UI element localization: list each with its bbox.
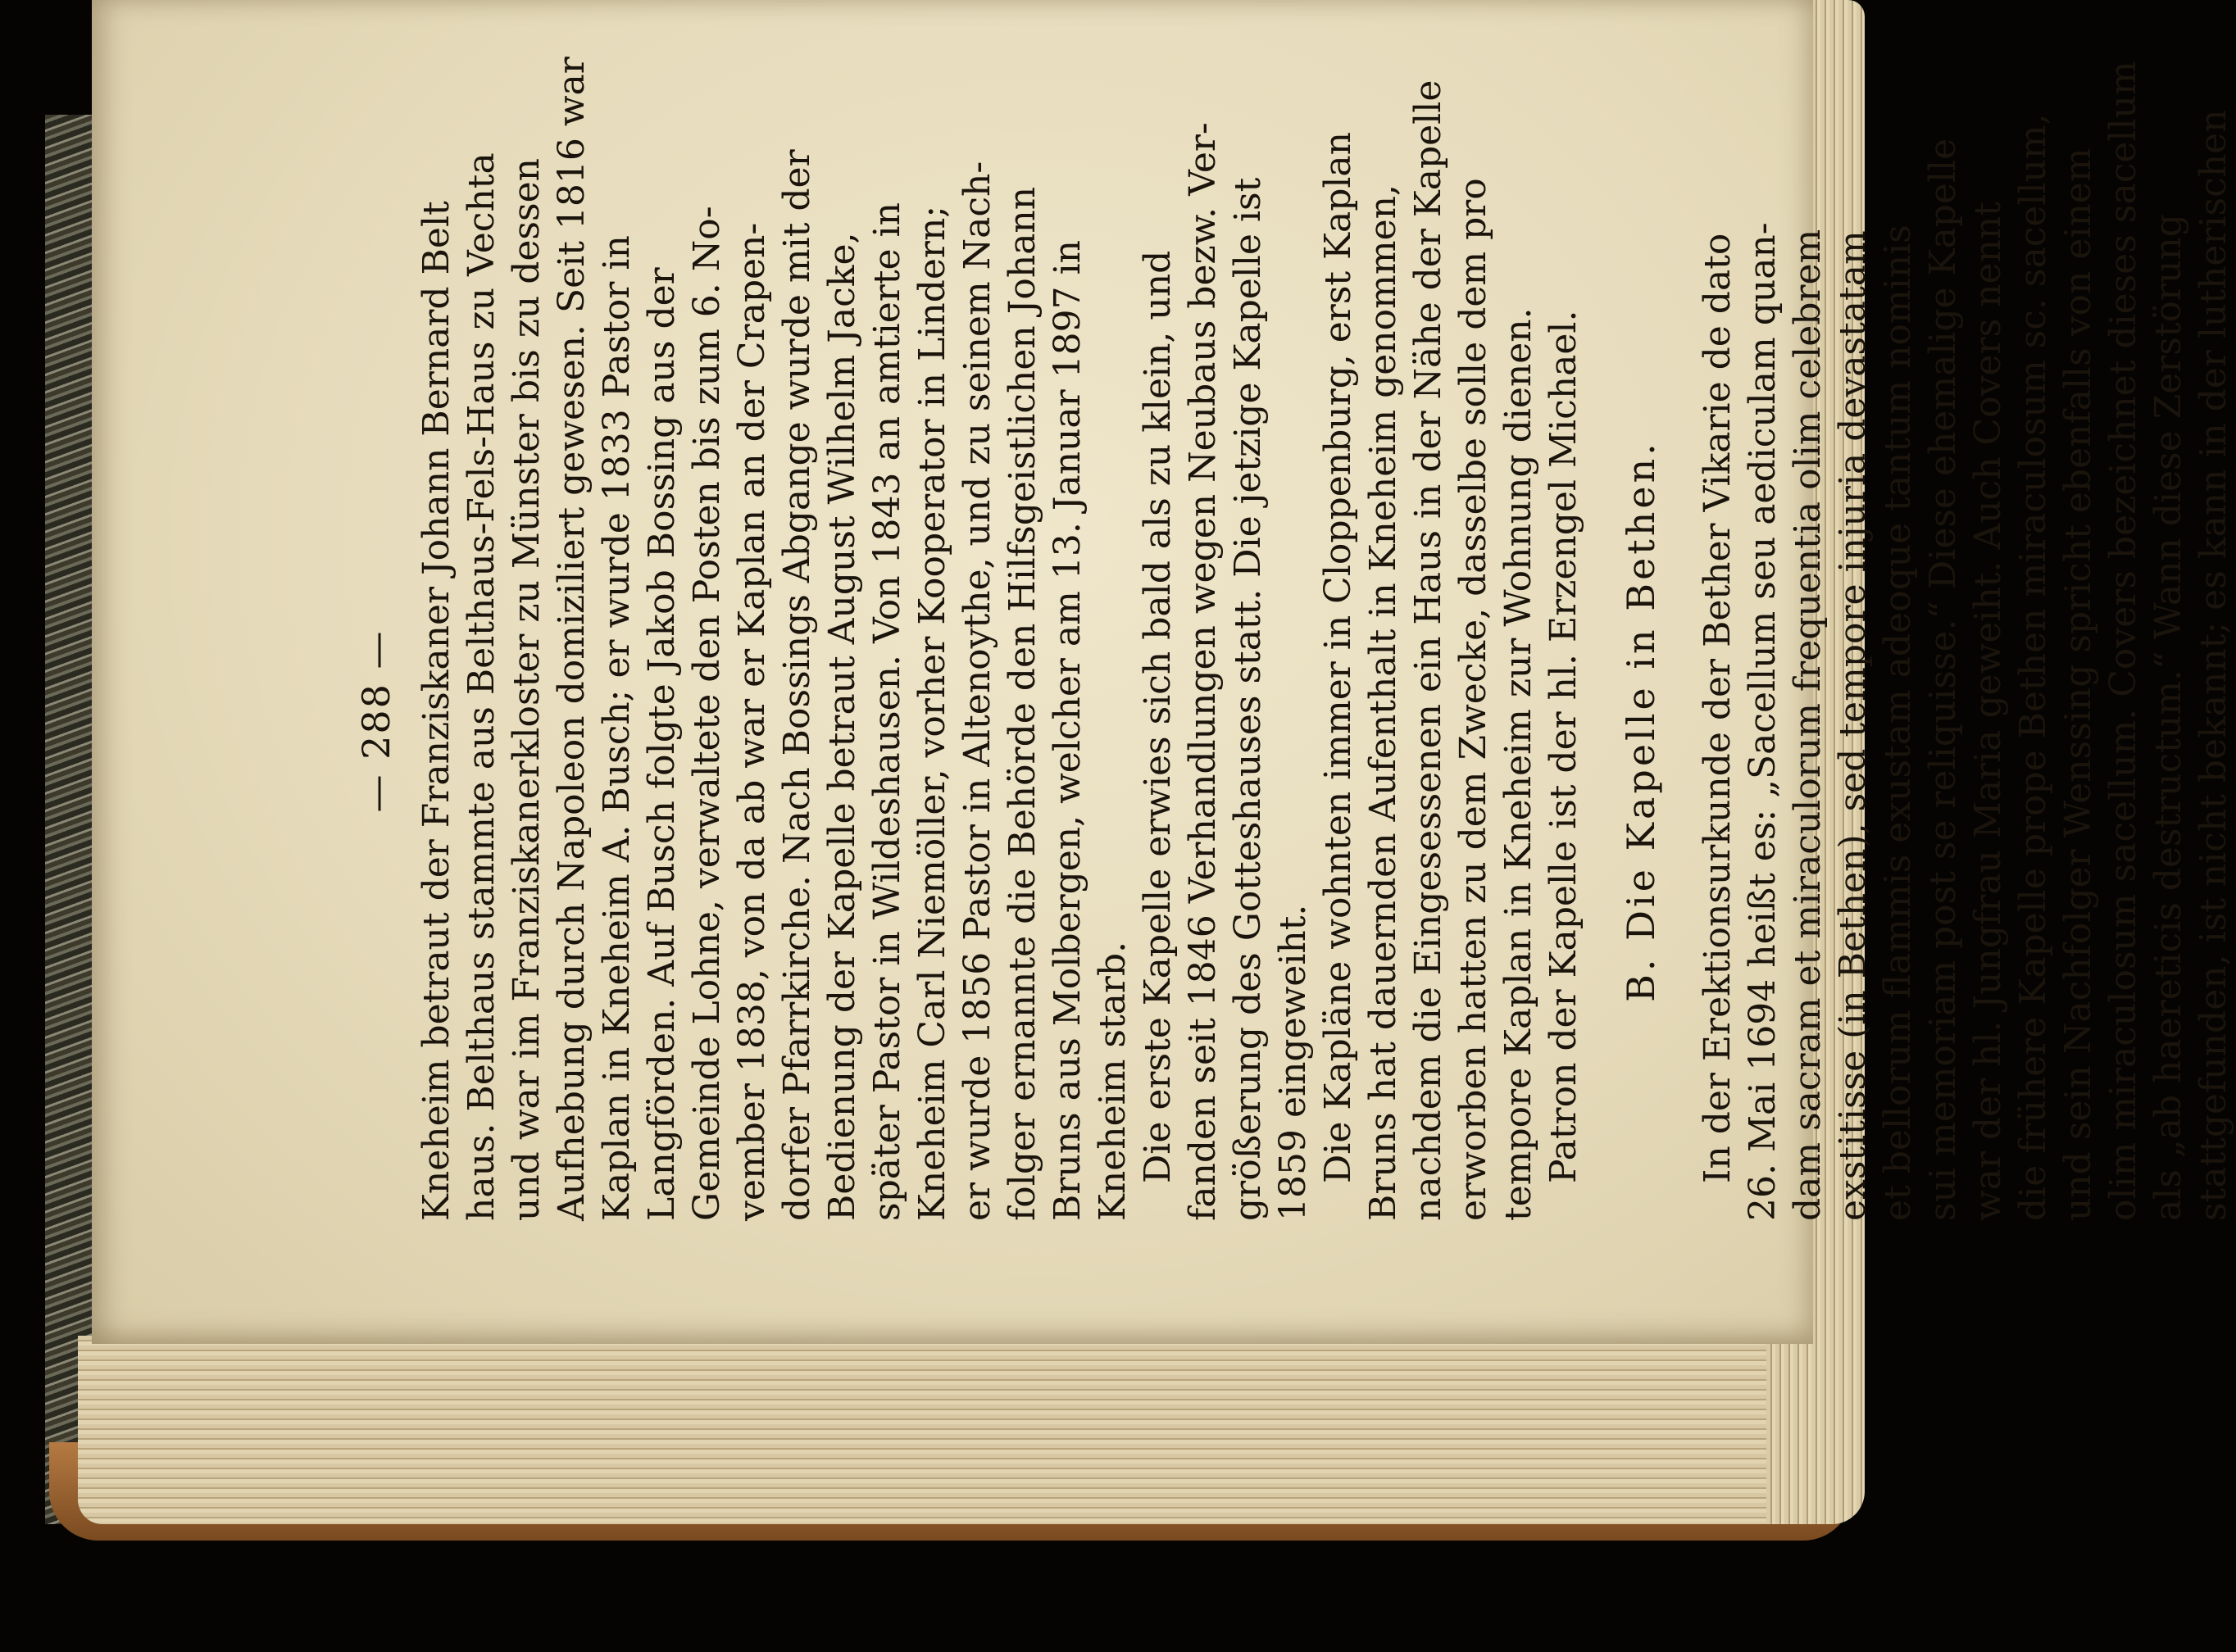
text-line: vember 1838, von da ab war er Kaplan an der Crapen- bbox=[731, 222, 773, 1221]
text-line: er wurde 1856 Pastor in Altenoythe, und zu seinem Nach- bbox=[957, 161, 998, 1221]
text-line: 1859 eingeweiht. bbox=[1272, 904, 1314, 1221]
text-line: sui memoriam post se reliquisse.“ Diese ehemalige Kapelle bbox=[1922, 138, 1964, 1221]
text-line: haus. Belthaus stammte aus Belthaus-Fels-Haus zu Vechta bbox=[461, 152, 502, 1221]
text-line: war der hl. Jungfrau Maria geweiht. Auch Covers nennt bbox=[1967, 202, 2009, 1221]
text-line: Die erste Kapelle erwies sich bald als zu klein, und bbox=[1137, 250, 1179, 1183]
text-line: et bellorum flammis exustam adeoque tantum nominis bbox=[1877, 225, 1919, 1221]
text-line: dam sacram et miraculorum frequentia olim celebrem bbox=[1787, 229, 1829, 1221]
text-line: exstitisse (in Bethen), sed tempore injuria devastatam bbox=[1832, 230, 1874, 1221]
text-line: und war im Franziskanerkloster zu Münster bis zu dessen bbox=[506, 158, 548, 1221]
text-line: Bruns aus Molbergen, welcher am 13. Januar 1897 in bbox=[1047, 239, 1088, 1221]
page-number: — 288 — bbox=[354, 629, 398, 813]
text-line: folger ernannte die Behörde den Hilfsgeistlichen Johann bbox=[1002, 186, 1043, 1221]
text-line: Langförden. Auf Busch folgte Jakob Bossing aus der bbox=[641, 267, 683, 1221]
section-heading: B. Die Kapelle in Bethen. bbox=[1619, 440, 1663, 1002]
text-line: nachdem die Eingesessenen ein Haus in der Nähe der Kapelle bbox=[1407, 79, 1449, 1221]
paragraph-2 bbox=[1135, 122, 1316, 1221]
text-line: Kneheim Carl Niemöller, vorher Kooperator in Lindern; bbox=[911, 205, 953, 1221]
page-text-block bbox=[354, 57, 2234, 1221]
text-line: erworben hatten zu dem Zwecke, dasselbe solle dem pro bbox=[1452, 178, 1494, 1221]
paragraph-1 bbox=[414, 57, 1135, 1221]
text-line: dorfer Pfarrkirche. Nach Bossings Abgange wurde mit der bbox=[776, 149, 818, 1221]
text-line: später Pastor in Wildeshausen. Von 1843 an amtierte in bbox=[866, 202, 908, 1221]
text-line: die frühere Kapelle prope Bethen miraculosum sc. sacellum, bbox=[2012, 113, 2054, 1221]
text-line: Kaplan in Kneheim A. Busch; er wurde 1833 Pastor in bbox=[596, 235, 638, 1221]
page-block-edge bbox=[78, 1336, 1840, 1524]
text-line: Bruns hat dauernden Aufenthalt in Kneheim genommen, bbox=[1362, 184, 1404, 1221]
text-line: und sein Nachfolger Wenssing spricht ebenfalls von einem bbox=[2057, 148, 2099, 1221]
text-line: fanden seit 1846 Verhandlungen wegen Neubaus bezw. Ver- bbox=[1182, 122, 1224, 1221]
text-line: olim miraculosum sacellum. Covers bezeichnet dieses sacellum bbox=[2102, 61, 2144, 1221]
paragraph-4 bbox=[1695, 61, 2236, 1221]
text-line: 26. Mai 1694 heißt es: „Sacellum seu aediculam quan- bbox=[1742, 222, 1784, 1221]
text-line: In der Erektionsurkunde der Bether Vikarie de dato bbox=[1697, 233, 1738, 1183]
text-line: stattgefunden, ist nicht bekannt; es kann in der lutherischen bbox=[2193, 109, 2234, 1221]
text-line: als „ab haereticis destructum.“ Wann diese Zerstörung bbox=[2147, 214, 2189, 1221]
text-line: Patron der Kapelle ist der hl. Erzengel Michael. bbox=[1543, 310, 1584, 1183]
paragraph-3 bbox=[1316, 79, 1586, 1221]
text-line: größerung des Gotteshauses statt. Die jetzige Kapelle ist bbox=[1227, 177, 1269, 1221]
text-line: Bedienung der Kapelle betraut August Wilhelm Jacke, bbox=[821, 232, 863, 1221]
book-page bbox=[92, 0, 2234, 1344]
text-line: tempore Kaplan in Kneheim zur Wohnung dienen. bbox=[1497, 307, 1539, 1221]
text-line: Gemeinde Lohne, verwaltete den Posten bis zum 6. No- bbox=[686, 206, 728, 1221]
text-line: Aufhebung durch Napoleon domiziliert gewesen. Seit 1816 war bbox=[551, 57, 593, 1221]
text-line: Kneheim starb. bbox=[1092, 941, 1134, 1221]
text-line: Kneheim betraut der Franziskaner Johann Bernard Belt bbox=[416, 201, 457, 1221]
text-line: Die Kapläne wohnten immer in Cloppenburg, erst Kaplan bbox=[1317, 131, 1359, 1183]
